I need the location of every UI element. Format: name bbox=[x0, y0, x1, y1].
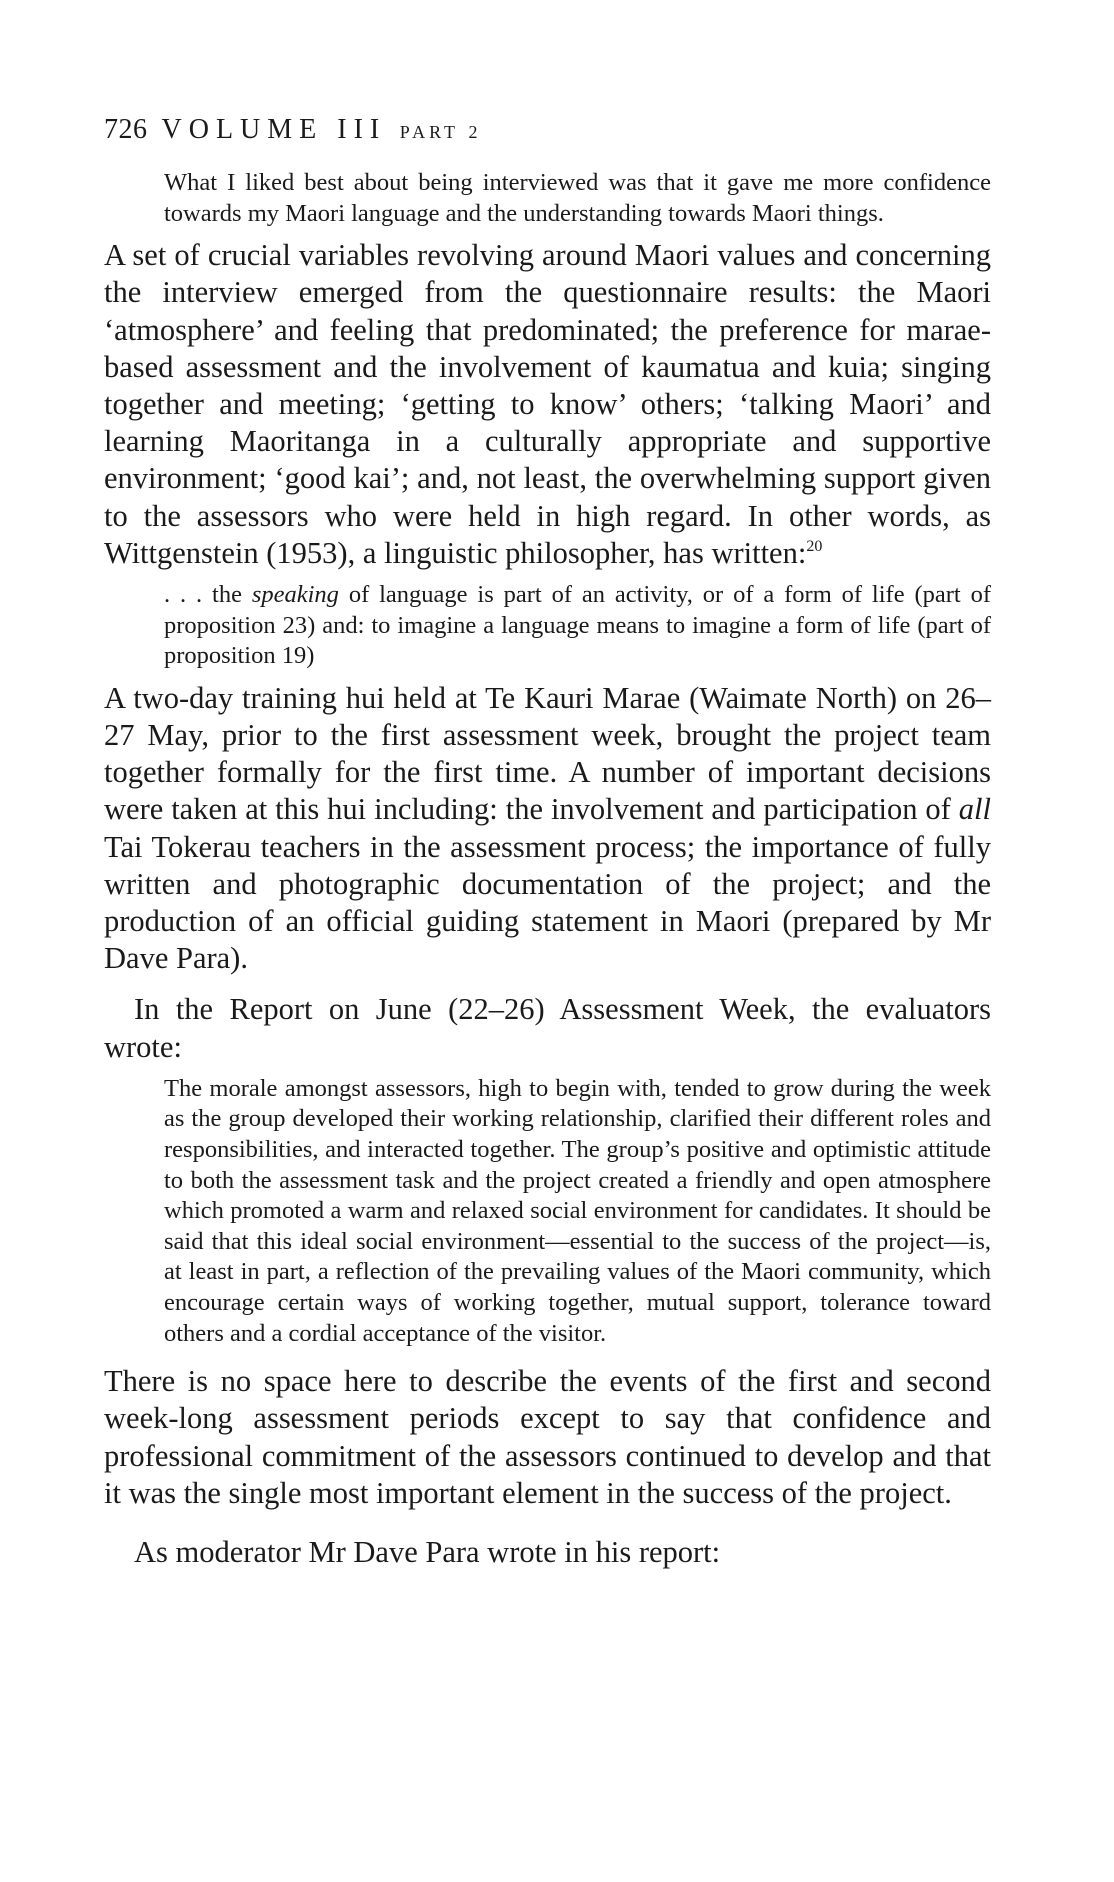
block-quote-wittgenstein bbox=[164, 580, 991, 672]
block-quote-evaluators: The morale amongst assessors, high to begin with, tended to grow during the week as the group developed their working relationship, clarified their different roles and responsibilities, and interacted together. The group’s positive and optimistic attitude to both the assessment task and the project created a friendly and open atmosphere which promoted a warm and relaxed social environment for candidates. It should be said that this ideal social environment—essential to the success of the project—is, at least in part, a reflection of the prevailing values of the Maori community, which encourage certain ways of working together, mutual support, tolerance toward others and a cordial acceptance of the visitor. bbox=[164, 1074, 991, 1347]
paragraph-variables bbox=[104, 237, 991, 572]
para-rest: Tai Tokerau teachers in the assessment process; the importance of fully written and photographic documentation of the project; and the production of an official guiding statement in Maori (prepared by Mr Dave Para). bbox=[104, 829, 991, 976]
footnote-ref: 20 bbox=[806, 537, 823, 555]
paragraph-moderator: As moderator Mr Dave Para wrote in his report: bbox=[134, 1534, 721, 1569]
document-page bbox=[104, 112, 991, 1571]
quote-italic: speaking bbox=[251, 581, 339, 609]
part-number: 2 bbox=[468, 122, 479, 142]
volume-label: VOLUME III bbox=[161, 114, 387, 145]
quote-rest: of language is part of an activity, or of a form of life (part of proposition 23) and: to imagine a language means to imagine a form of life (part of proposition 19) bbox=[164, 581, 992, 670]
paragraph-assessment-periods: There is no space here to describe the events of the first and second week-long assessment periods except to say that confidence and professional commitment of the assessors continued to develop and that it was the single most important element in the success of the project. bbox=[104, 1364, 991, 1510]
page-number: 726 bbox=[104, 114, 148, 145]
para-lead: A two-day training hui held at Te Kauri Marae (Waimate North) on 26–27 May, prior to the first assessment week, brought the project team together formally for the first time. A number of important decisions were taken at this hui including: the involvement and participation of bbox=[104, 680, 991, 827]
quote-lead: . . . the bbox=[164, 581, 252, 609]
paragraph-report-june: In the Report on June (22–26) Assessment Week, the evaluators wrote: bbox=[104, 992, 991, 1064]
para-italic: all bbox=[958, 792, 991, 827]
block-quote-interviewee: What I liked best about being interviewed was that it gave me more confidence towards my Maori language and the understanding towards Maori things. bbox=[164, 169, 991, 227]
paragraph-training-hui bbox=[104, 680, 991, 978]
running-head bbox=[104, 112, 991, 150]
paragraph-variables-text: A set of crucial variables revolving around Maori values and concerning the interview emerged from the questionnaire results: the Maori ‘atmosphere’ and feeling that predominated; the preference for marae-based assessment and the involvement of kaumatua and kuia; singing together and meeting; ‘getting to know’ others; ‘talking Maori’ and learning Maoritanga in a culturally appropriate and supportive environment; ‘good kai’; and, not least, the overwhelming support given to the assessors who were held in high regard. In other words, as Wittgenstein (1953), a linguistic philosopher, has written: bbox=[104, 238, 991, 570]
part-label: PART bbox=[399, 122, 460, 142]
